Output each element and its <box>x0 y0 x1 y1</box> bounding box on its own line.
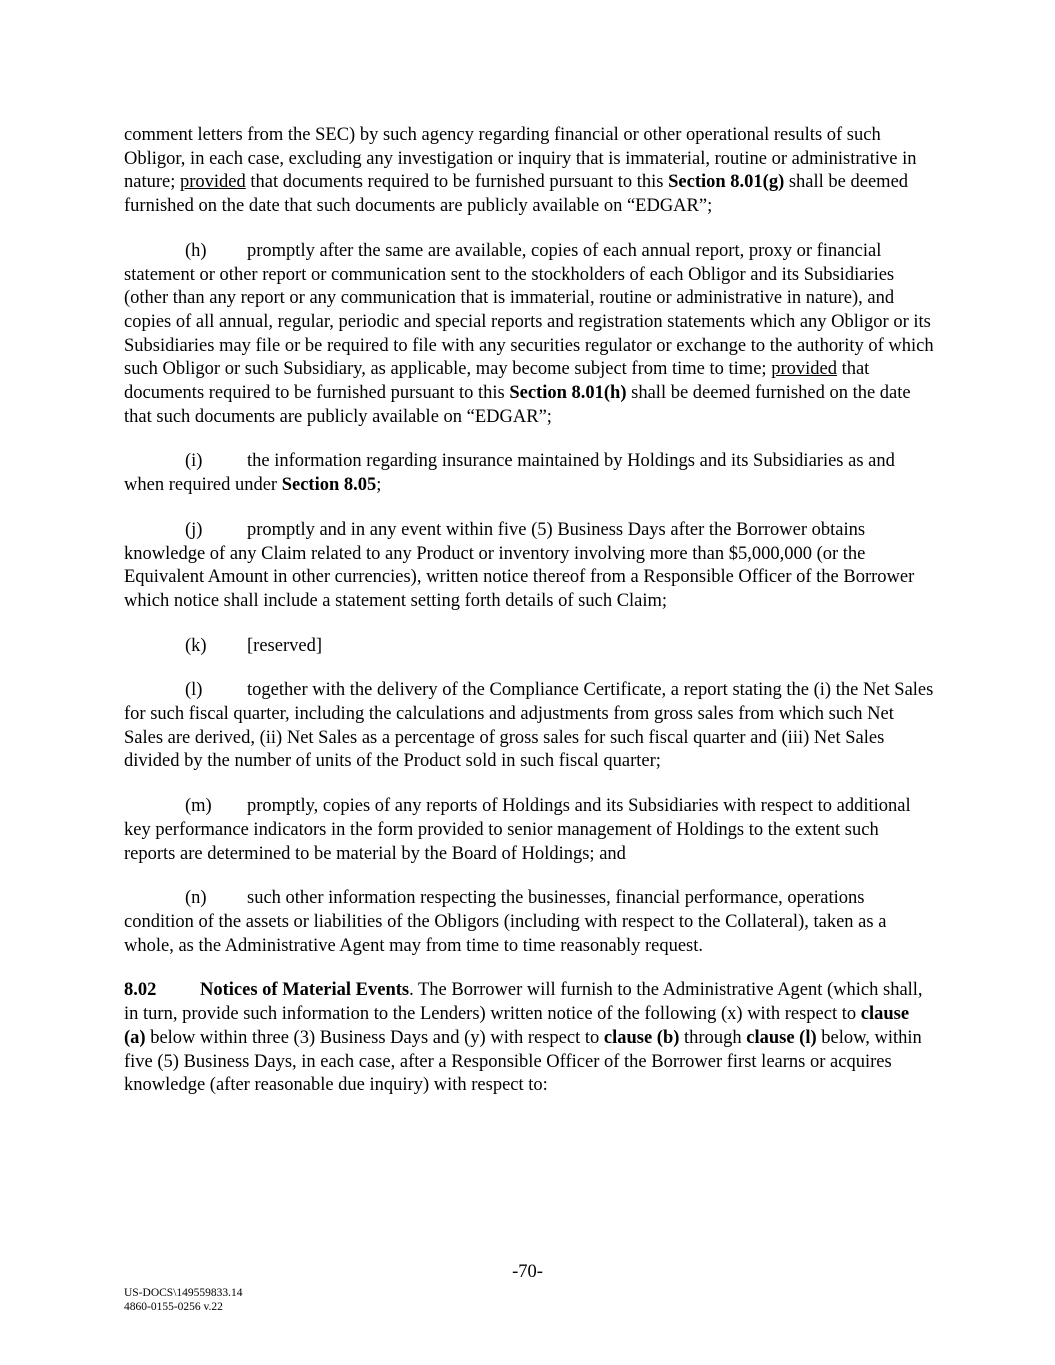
clause-label: (i) <box>185 451 203 472</box>
section-heading: Notices of Material Events <box>200 980 410 1001</box>
text-span: comment letters from the SEC) by such agency regarding financial or other operational results of such Obligor, in each case, excluding any investigation or inquiry that is immaterial, routine or administrative in nature; <box>124 125 917 193</box>
provided-term: provided <box>771 359 837 380</box>
page-number: -70- <box>512 1262 543 1282</box>
text-span: [reserved] <box>247 635 322 656</box>
text-span: . The Borrower will furnish to the Administrative Agent (which shall, in turn, provide such information to the Lenders) written notice of the following (x) with respect to <box>124 980 923 1025</box>
clause-label: (k) <box>185 635 207 656</box>
clause-label: (j) <box>185 519 203 540</box>
clause-label: (n) <box>185 888 207 909</box>
clause-i <box>124 450 934 497</box>
clause-j <box>124 519 934 614</box>
text-span: the information regarding insurance maintained by Holdings and its Subsidiaries as and when required under <box>124 451 895 496</box>
text-span: that documents required to be furnished pursuant to this <box>124 359 870 404</box>
text-span: below, within five (5) Business Days, in each case, after a Responsible Officer of the Borrower first learns or acquires knowledge (after reasonable due inquiry) with respect to: <box>124 1027 922 1096</box>
clause-h <box>124 240 934 430</box>
clause-l <box>124 679 934 774</box>
section-8-02 <box>124 979 934 1098</box>
text-span: below within three (3) Business Days and (y) with respect to <box>145 1027 604 1048</box>
text-span: shall be deemed furnished on the date that such documents are publicly available on “EDGAR”; <box>124 172 909 217</box>
section-reference: Section 8.01(h) <box>509 383 627 404</box>
provided-term: provided <box>180 172 246 193</box>
clause-reference: clause (a) <box>124 1004 910 1048</box>
document-footer <box>124 1286 243 1314</box>
text-span: promptly, copies of any reports of Holdings and its Subsidiaries with respect to additional key performance indicators in the form provided to senior management of Holdings to the extent such reports are determined to be material by the Board of Holdings; and <box>124 796 911 864</box>
section-number: 8.02 <box>124 980 157 1001</box>
paragraph-continuation <box>124 124 934 219</box>
text-span: shall be deemed furnished on the date that such documents are publicly available on “EDGAR”; <box>124 383 911 427</box>
clause-label: (m) <box>185 796 212 817</box>
text-span: such other information respecting the businesses, financial performance, operations condition of the assets or liabilities of the Obligors (including with respect to the Collateral), taken as a whole, as the Administrative Agent may from time to time reasonably request. <box>124 888 887 956</box>
clause-reference: clause (b) <box>603 1027 680 1048</box>
text-span: through <box>679 1027 747 1048</box>
text-span: ; <box>376 475 382 496</box>
document-body <box>124 124 934 1119</box>
text-span: promptly and in any event within five (5) Business Days after the Borrower obtains knowledge of any Claim related to any Product or inventory involving more than $5,000,000 (or the Equivalent Amount in other currencies), written notice thereof from a Responsible Officer of the Borrower which notice shall include a statement setting forth details of such Claim; <box>124 519 915 611</box>
footer-version: 4860-0155-0256 v.22 <box>124 1301 223 1313</box>
text-span: that documents required to be furnished pursuant to this <box>245 172 669 193</box>
text-span: promptly after the same are available, copies of each annual report, proxy or financial statement or other report or communication sent to the stockholders of each Obligor and its Subsidiaries (other than any report or any communication that is immaterial, routine or administrative in nature), and copies of all annual, regular, periodic and special reports and registration statements which any Obligor or its Subsidiaries may file or be required to file with any securities regulator or exchange to the authority of which such Obligor or such Subsidiary, as applicable, may become subject from time to time; <box>124 240 934 380</box>
footer-doc-id: US-DOCS\149559833.14 <box>124 1287 243 1299</box>
clause-m <box>124 795 934 866</box>
section-reference: Section 8.05 <box>281 475 377 496</box>
clause-label: (h) <box>185 240 207 261</box>
clause-reference: clause (l) <box>746 1027 817 1048</box>
clause-k <box>124 635 934 659</box>
clause-label: (l) <box>185 680 203 701</box>
clause-n <box>124 887 934 958</box>
text-span: together with the delivery of the Compliance Certificate, a report stating the (i) the Net Sales for such fiscal quarter, including the calculations and adjustments from gross sales from which such Net Sales are derived, (ii) Net Sales as a percentage of gross sales for such fiscal quarter and (iii) Net Sales divided by the number of units of the Product sold in such fiscal quarter; <box>124 680 934 772</box>
section-reference: Section 8.01(g) <box>668 172 785 193</box>
